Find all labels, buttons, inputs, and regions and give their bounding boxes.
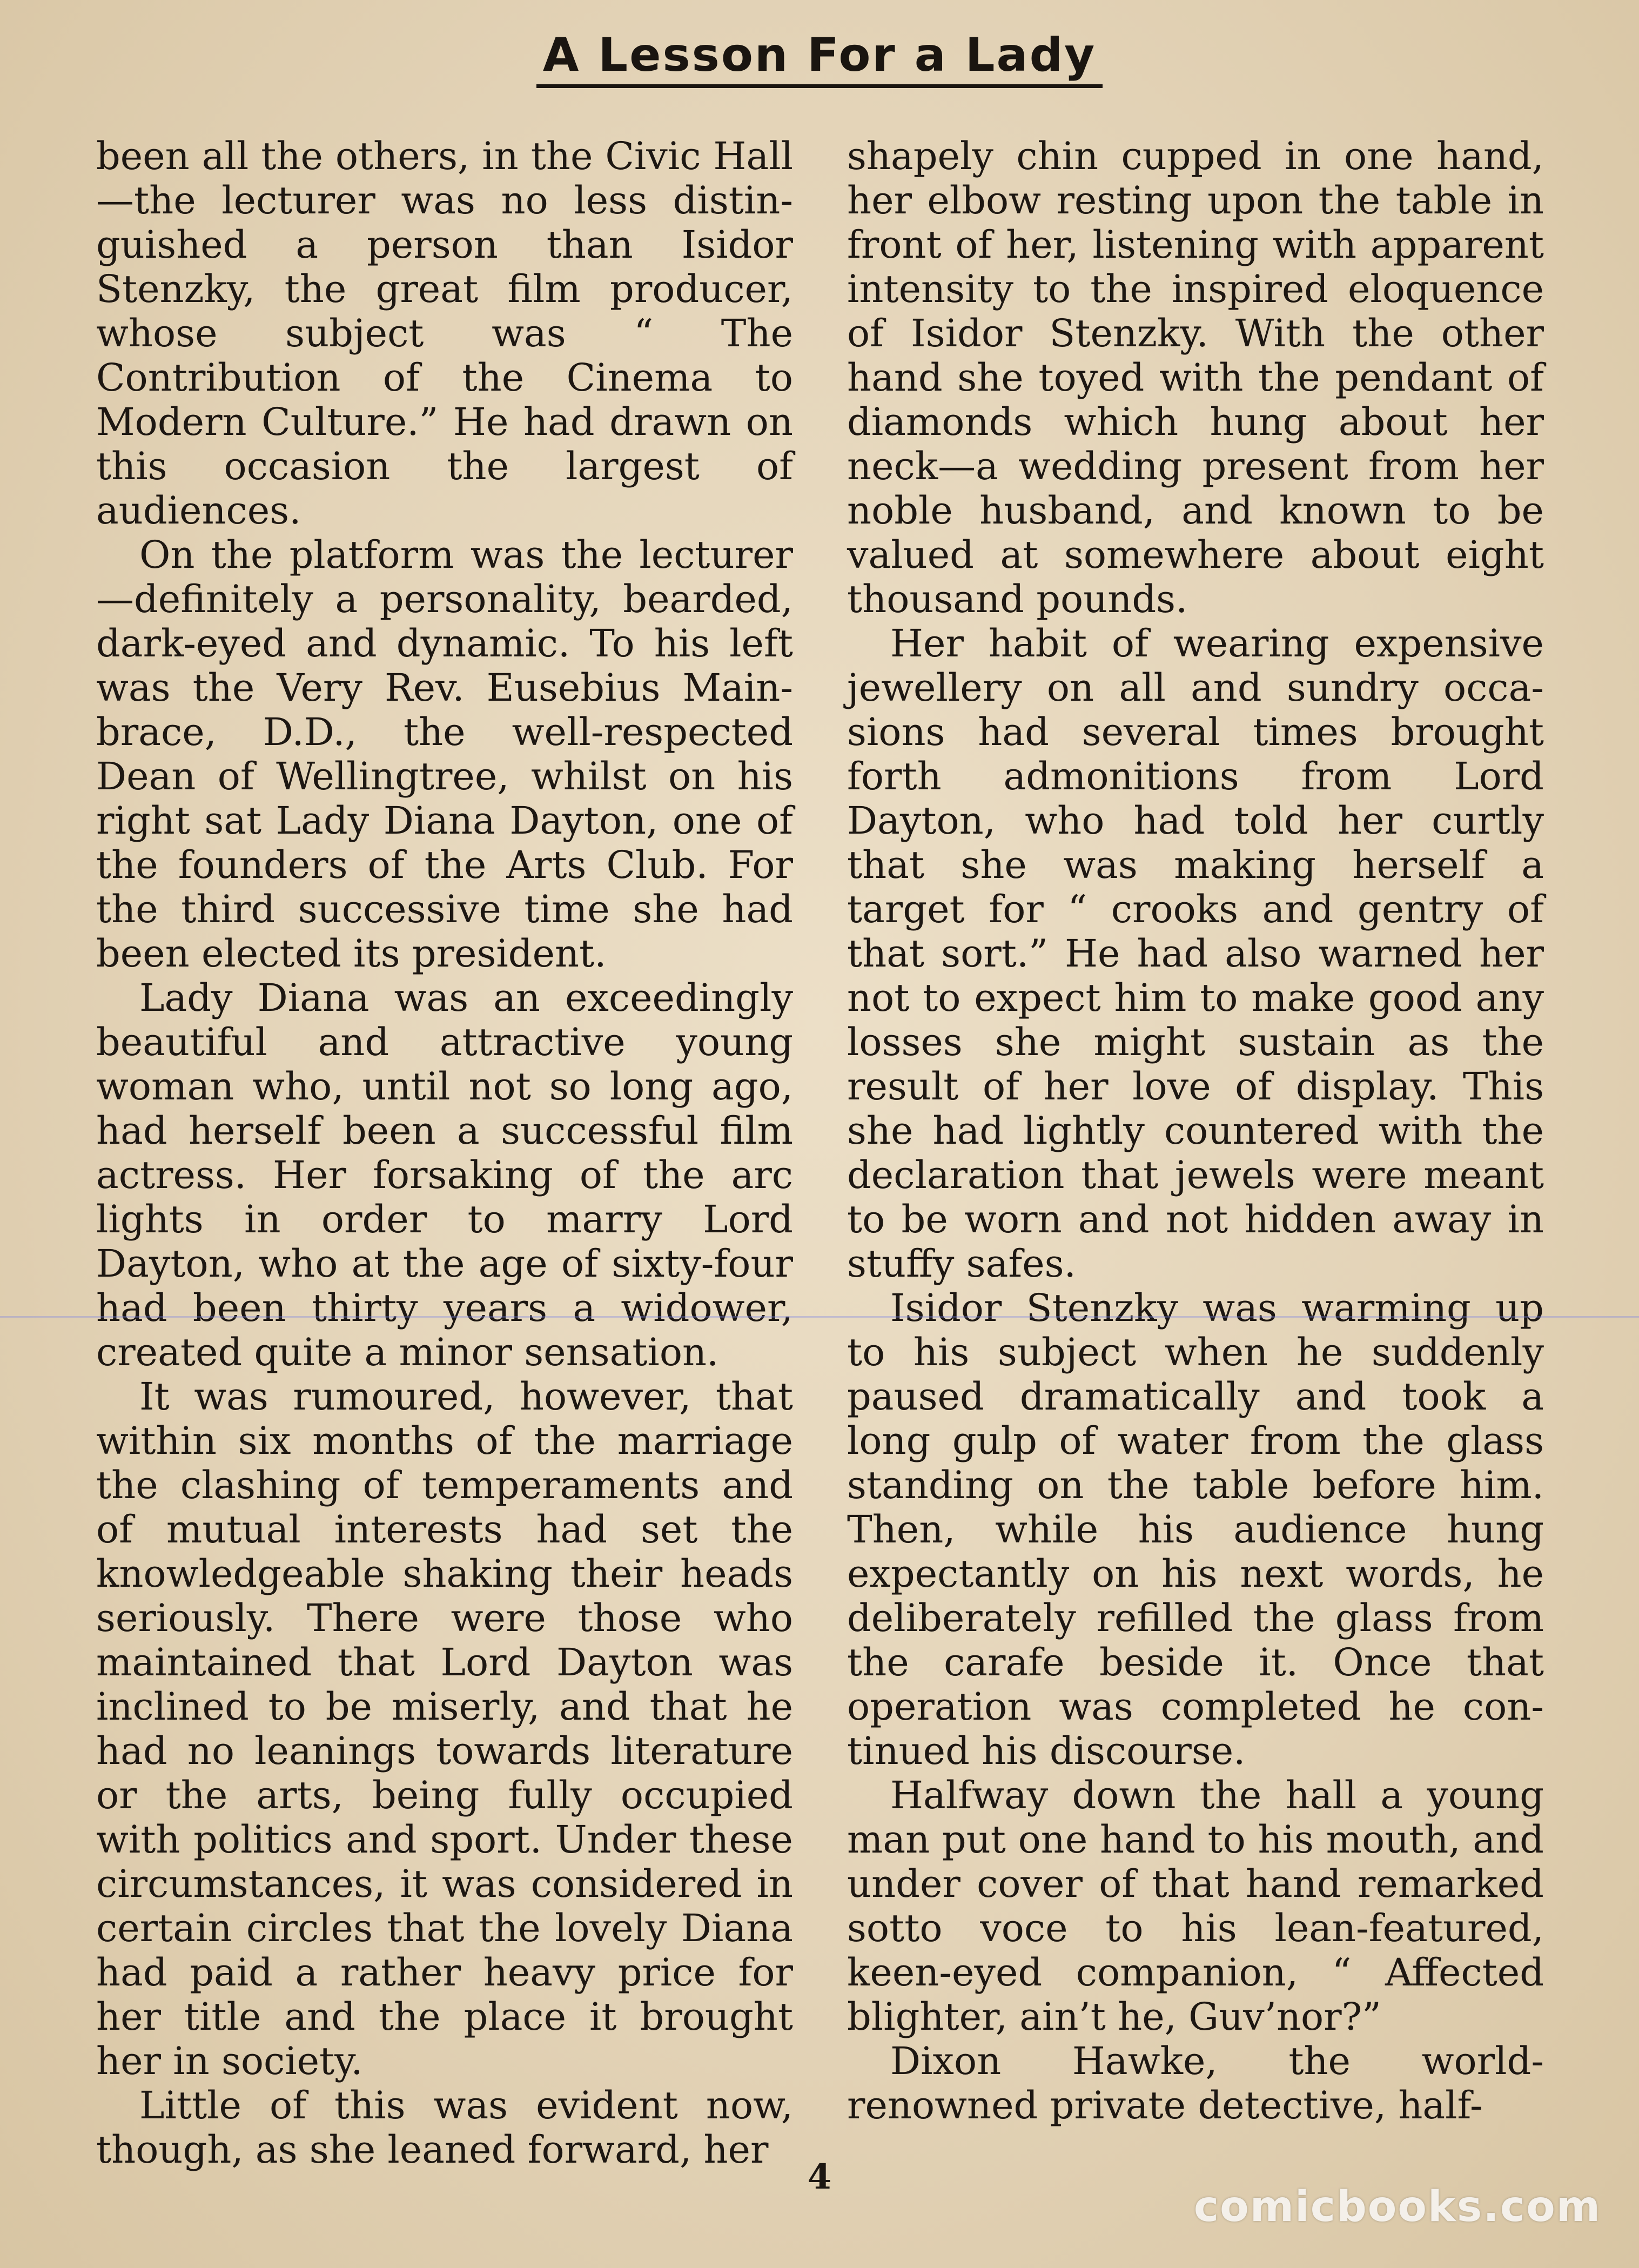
paragraph: Isidor Stenzky was warming up to his subject when he suddenly paused dramatically and took a long gulp of water from the glass standing on the table before him. Then, while his audience hung expectantly on his next words, he deliberately refilled the glass from the carafe beside it. Once that operation was completed he continued his discourse. — [847, 1286, 1544, 1773]
paragraph: On the platform was the lecturer—definitely a personality, bearded, dark-eyed and dynamic. To his left was the Very Rev. Eusebius Mainbrace, D.D., the well-respected Dean of Wellingtree, whilst on his right sat Lady Diana Dayton, one of the founders of the Arts Club. For the third successive time she had been elected its president. — [96, 533, 793, 976]
watermark: comicbooks.com — [1193, 2183, 1601, 2231]
page-number: 4 — [807, 2157, 832, 2197]
page-title — [0, 28, 1639, 88]
paragraph: shapely chin cupped in one hand, her elbow resting upon the table in front of her, listening with apparent intensity to the inspired eloquence of Isidor Stenzky. With the other hand she toyed with the pendant of diamonds which hung about her neck—a wedding present from her noble husband, and known to be valued at somewhere about eight thousand pounds. — [847, 134, 1544, 621]
paragraph: Dixon Hawke, the world-renowned private detective, half- — [847, 2039, 1544, 2128]
page-title-text: A Lesson For a Lady — [536, 28, 1103, 88]
right-column — [847, 134, 1544, 2128]
scan-artifact-line — [0, 1316, 1639, 1318]
paragraph: It was rumoured, however, that within six months of the marriage the clashing of temperaments and of mutual interests had set the knowledgeable shaking their heads seriously. There were those who maintained that Lord Dayton was inclined to be miserly, and that he had no leanings towards literature or the arts, being fully occupied with politics and sport. Under these circumstances, it was considered in certain circles that the lovely Diana had paid a rather heavy price for her title and the place it brought her in society. — [96, 1374, 793, 2083]
paragraph: been all the others, in the Civic Hall —the lecturer was no less distinguished a person than Isidor Stenzky, the great film producer, whose subject was “ The Contribution of the Cinema to Modern Culture.” He had drawn on this occasion the largest of audiences. — [96, 134, 793, 533]
paragraph: Her habit of wearing expensive jewellery on all and sundry occasions had several times brought forth admonitions from Lord Dayton, who had told her curtly that she was making herself a target for “ crooks and gentry of that sort.” He had also warned her not to expect him to make good any losses she might sustain as the result of her love of display. This she had lightly countered with the declaration that jewels were meant to be worn and not hidden away in stuffy safes. — [847, 621, 1544, 1286]
paragraph: Lady Diana was an exceedingly beautiful and attractive young woman who, until not so long ago, had herself been a successful film actress. Her forsaking of the arc lights in order to marry Lord Dayton, who at the age of sixty-four had been thirty years a widower, created quite a minor sensation. — [96, 976, 793, 1374]
left-column — [96, 134, 793, 2172]
paragraph: Halfway down the hall a young man put one hand to his mouth, and under cover of that hand remarked sotto voce to his lean-featured, keen-eyed companion, “ Affected blighter, ain’t he, Guv’nor?” — [847, 1773, 1544, 2039]
paragraph: Little of this was evident now, though, as she leaned forward, her — [96, 2083, 793, 2172]
